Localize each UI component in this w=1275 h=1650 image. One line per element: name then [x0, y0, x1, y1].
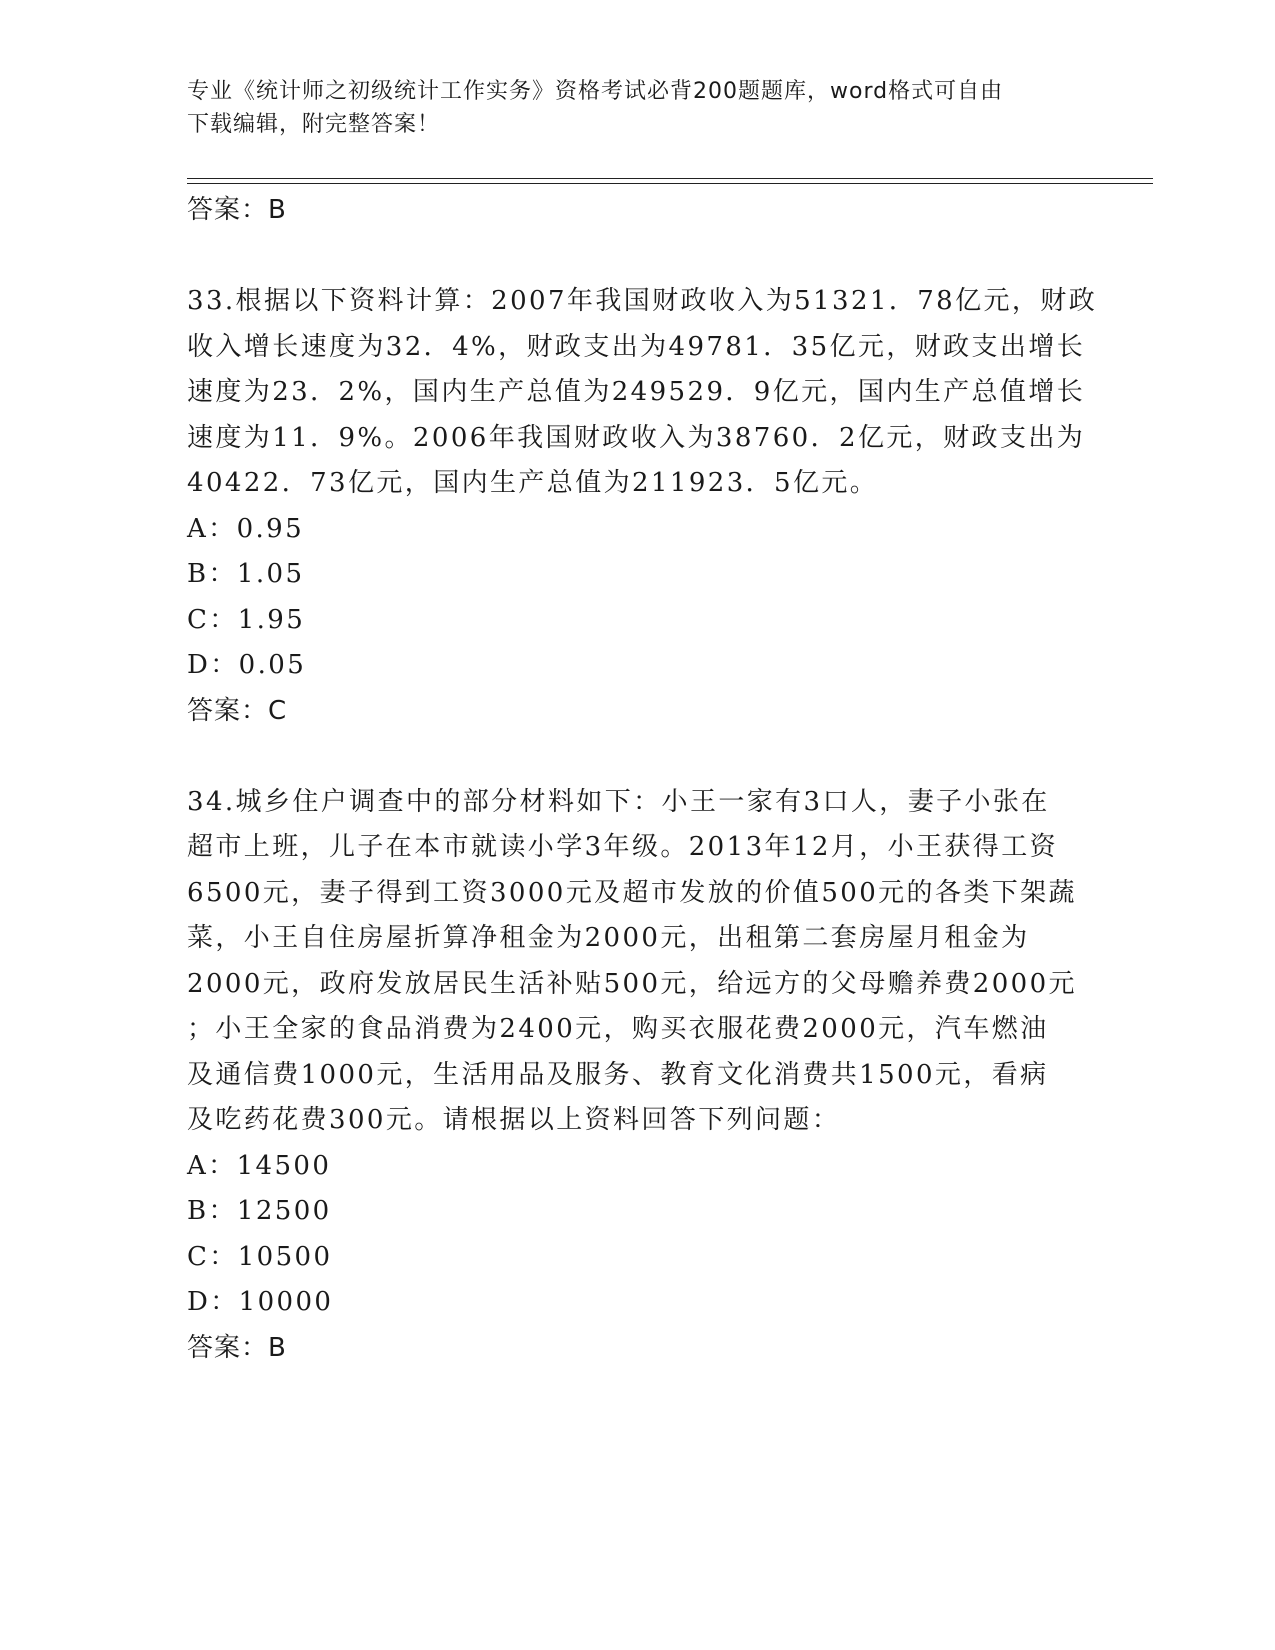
- question-text-line: 速度为11．9%。2006年我国财政收入为38760．2亿元，财政支出为: [187, 422, 1086, 453]
- spacer: [187, 234, 1087, 280]
- previous-answer: 答案：B: [187, 195, 287, 225]
- question-text-line: 及吃药花费300元。请根据以上资料回答下列问题：: [187, 1105, 841, 1135]
- page-header: [187, 75, 1067, 141]
- option-d: D：10000: [187, 1287, 334, 1317]
- question-text-line: 速度为23．2%，国内生产总值为249529．9亿元，国内生产总值增长: [187, 377, 1086, 407]
- header-line-1: 专业《统计师之初级统计工作实务》资格考试必背200题题库，word格式可自由: [187, 79, 1004, 104]
- question-text: [187, 780, 1087, 1144]
- option-c: C：1.95: [187, 604, 306, 635]
- question-block-34: [187, 780, 1087, 1372]
- question-text-line: 收入增长速度为32．4%，财政支出为49781．35亿元，财政支出增长: [187, 331, 1086, 362]
- question-text-line: 33.根据以下资料计算：2007年我国财政收入为51321．78亿元，财政: [187, 286, 1098, 316]
- option-a: A：14500: [187, 1150, 332, 1181]
- question-content: [187, 188, 1098, 1371]
- option-a: A：0.95: [187, 513, 305, 544]
- option-d: D：0.05: [187, 650, 307, 680]
- question-text-line: 菜，小王自住房屋折算净租金为2000元，出租第二套房屋月租金为: [187, 923, 1030, 953]
- option-c: C：10500: [187, 1241, 333, 1272]
- question-text-line: ；小王全家的食品消费为2400元，购买衣服花费2000元，汽车燃油: [187, 1014, 1049, 1044]
- question-text: [187, 279, 1098, 507]
- answer: 答案：C: [187, 695, 288, 726]
- header-divider-top: [187, 178, 1153, 179]
- question-text-line: 6500元，妻子得到工资3000元及超市发放的价值500元的各类下架蔬: [187, 877, 1077, 908]
- option-b: B：12500: [187, 1196, 332, 1226]
- header-divider-bottom: [187, 183, 1153, 184]
- option-b: B：1.05: [187, 559, 305, 589]
- answer: 答案：B: [187, 1332, 287, 1363]
- question-text-line: 2000元，政府发放居民生活补贴500元，给远方的父母赡养费2000元: [187, 968, 1077, 999]
- question-text-line: 34.城乡住户调查中的部分材料如下：小王一家有3口人，妻子小张在: [187, 786, 1050, 817]
- spacer: [187, 734, 1087, 780]
- question-text-line: 40422．73亿元，国内生产总值为211923．5亿元。: [187, 468, 879, 498]
- question-text-line: 及通信费1000元，生活用品及服务、教育文化消费共1500元，看病: [187, 1059, 1049, 1090]
- question-text-line: 超市上班，儿子在本市就读小学3年级。2013年12月，小王获得工资: [187, 832, 1058, 862]
- header-line-2: 下载编辑，附完整答案！: [187, 112, 441, 137]
- question-block-33: [187, 279, 1098, 734]
